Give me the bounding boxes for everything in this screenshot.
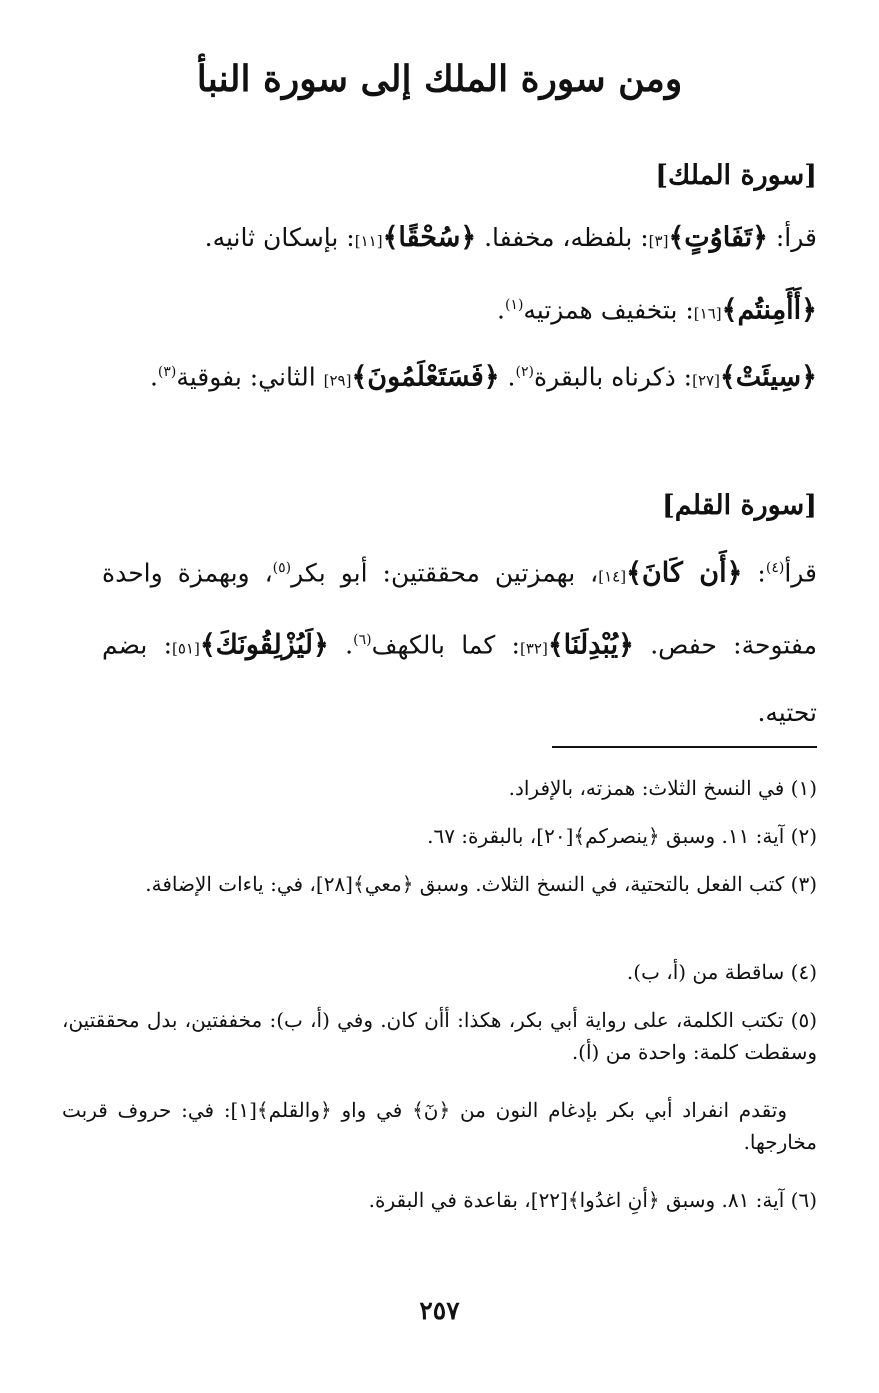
verse-ref: [٣٢] [519, 639, 548, 658]
section-heading-qalam: [سورة القلم] [662, 490, 817, 521]
footnote-6 [62, 1184, 817, 1216]
text-run: . [499, 362, 516, 392]
footnote-number: (٤) [790, 960, 817, 984]
paragraph-mulk-1 [102, 206, 817, 345]
footnote-separator [552, 746, 817, 748]
footnote-text: وتقدم انفراد أبي بكر بإدغام النون من ﴿نٓ﴾ في واو ﴿والقلم﴾[١]: في: حروف قربت مخارجها. [62, 1098, 817, 1154]
text-run: . [149, 362, 158, 392]
footnote-number: (٥) [790, 1008, 817, 1032]
text-run: قرأ [784, 558, 818, 588]
text-run: : بتخفيف همزتيه [523, 295, 694, 325]
text-run: ، وبهمزة واحدة مفتوحة: حفص. [102, 558, 817, 660]
quran-word: ﴿لَيُزْلِقُونَكَ﴾ [199, 629, 329, 661]
footnote-text: آية: ٨١. وسبق ﴿أنِ اغدُوا﴾[٢٢]، بقاعدة في البقرة. [368, 1188, 785, 1212]
footnote-marker: (٥) [272, 560, 292, 576]
verse-ref: [٣] [648, 232, 669, 250]
footnote-text: آية: ١١. وسبق ﴿ينصركم﴾[٢٠]، بالبقرة: ٦٧. [427, 824, 785, 848]
footnote-marker: (٤) [765, 560, 785, 576]
footnote-1 [62, 772, 817, 804]
footnote-5-continuation [62, 1094, 817, 1158]
page-title: ومن سورة الملك إلى سورة النبأ [196, 58, 683, 100]
paragraph-qalam-1 [102, 536, 817, 745]
footnote-5 [62, 1004, 817, 1068]
footnote-3 [62, 868, 817, 900]
quran-word: ﴿أَن كَانَ﴾ [626, 557, 743, 589]
footnote-text: تكتب الكلمة، على رواية أبي بكر، هكذا: أأن كان. وفي (أ، ب): مخففتين، بدل محققتين، وسقطت كلمة: واحدة من (أ). [62, 1008, 817, 1064]
page-number: ٢٥٧ [419, 1296, 460, 1325]
verse-ref: [٥١] [172, 639, 200, 658]
text-run: : بضم تحتيه. [102, 630, 817, 727]
text-run: : بإسكان ثانيه. [204, 223, 355, 252]
text-run: . [496, 295, 505, 325]
footnote-number: (٦) [790, 1188, 817, 1212]
footnote-number: (٢) [790, 824, 817, 848]
footnote-text: ساقطة من (أ، ب). [626, 960, 785, 984]
footnote-marker: (١) [504, 297, 524, 313]
footnote-text: في النسخ الثلاث: همزته، بالإفراد. [508, 776, 785, 800]
verse-ref: [٢٧] [692, 371, 720, 390]
footnote-marker: (٦) [353, 632, 372, 649]
quran-word: ﴿تَفَاوُتٍ﴾ [668, 222, 768, 253]
verse-ref: [٢٩] [323, 371, 352, 390]
text-run: : [742, 558, 766, 588]
text-run: : بلفظه، مخففا. [476, 223, 649, 252]
quran-word: ﴿أَأَمِنتُم﴾ [721, 294, 817, 326]
verse-ref: [١٤] [598, 567, 627, 586]
quran-word: ﴿سُحْقًا﴾ [382, 222, 477, 253]
footnote-marker: (٣) [157, 364, 177, 380]
footnote-number: (١) [790, 776, 817, 800]
text-run: . [328, 630, 354, 660]
text-run: : كما بالكهف [371, 630, 520, 660]
section-heading-mulk: [سورة الملك] [655, 160, 817, 191]
verse-ref: [١١] [354, 232, 383, 250]
text-run: ، بهمزتين محققتين: أبو بكر [291, 558, 599, 588]
verse-ref: [١٦] [693, 304, 722, 323]
quran-word: ﴿يُبْدِلَنَا﴾ [547, 629, 634, 661]
text-run: : ذكرناه بالبقرة [533, 362, 693, 392]
footnote-2 [62, 820, 817, 852]
footnote-4 [62, 956, 817, 988]
footnote-text: كتب الفعل بالتحتية، في النسخ الثلاث. وسبق ﴿معي﴾[٢٨]، في: ياءات الإضافة. [145, 872, 785, 896]
quran-word: ﴿فَسَتَعْلَمُونَ﴾ [351, 361, 500, 393]
text-run: قرأ: [767, 223, 817, 252]
footnote-marker: (٢) [515, 364, 534, 380]
footnote-number: (٣) [790, 872, 817, 896]
text-run: الثاني: بفوقية [176, 362, 324, 392]
paragraph-mulk-2 [102, 340, 817, 412]
quran-word: ﴿سِيئَتْ﴾ [719, 361, 817, 393]
